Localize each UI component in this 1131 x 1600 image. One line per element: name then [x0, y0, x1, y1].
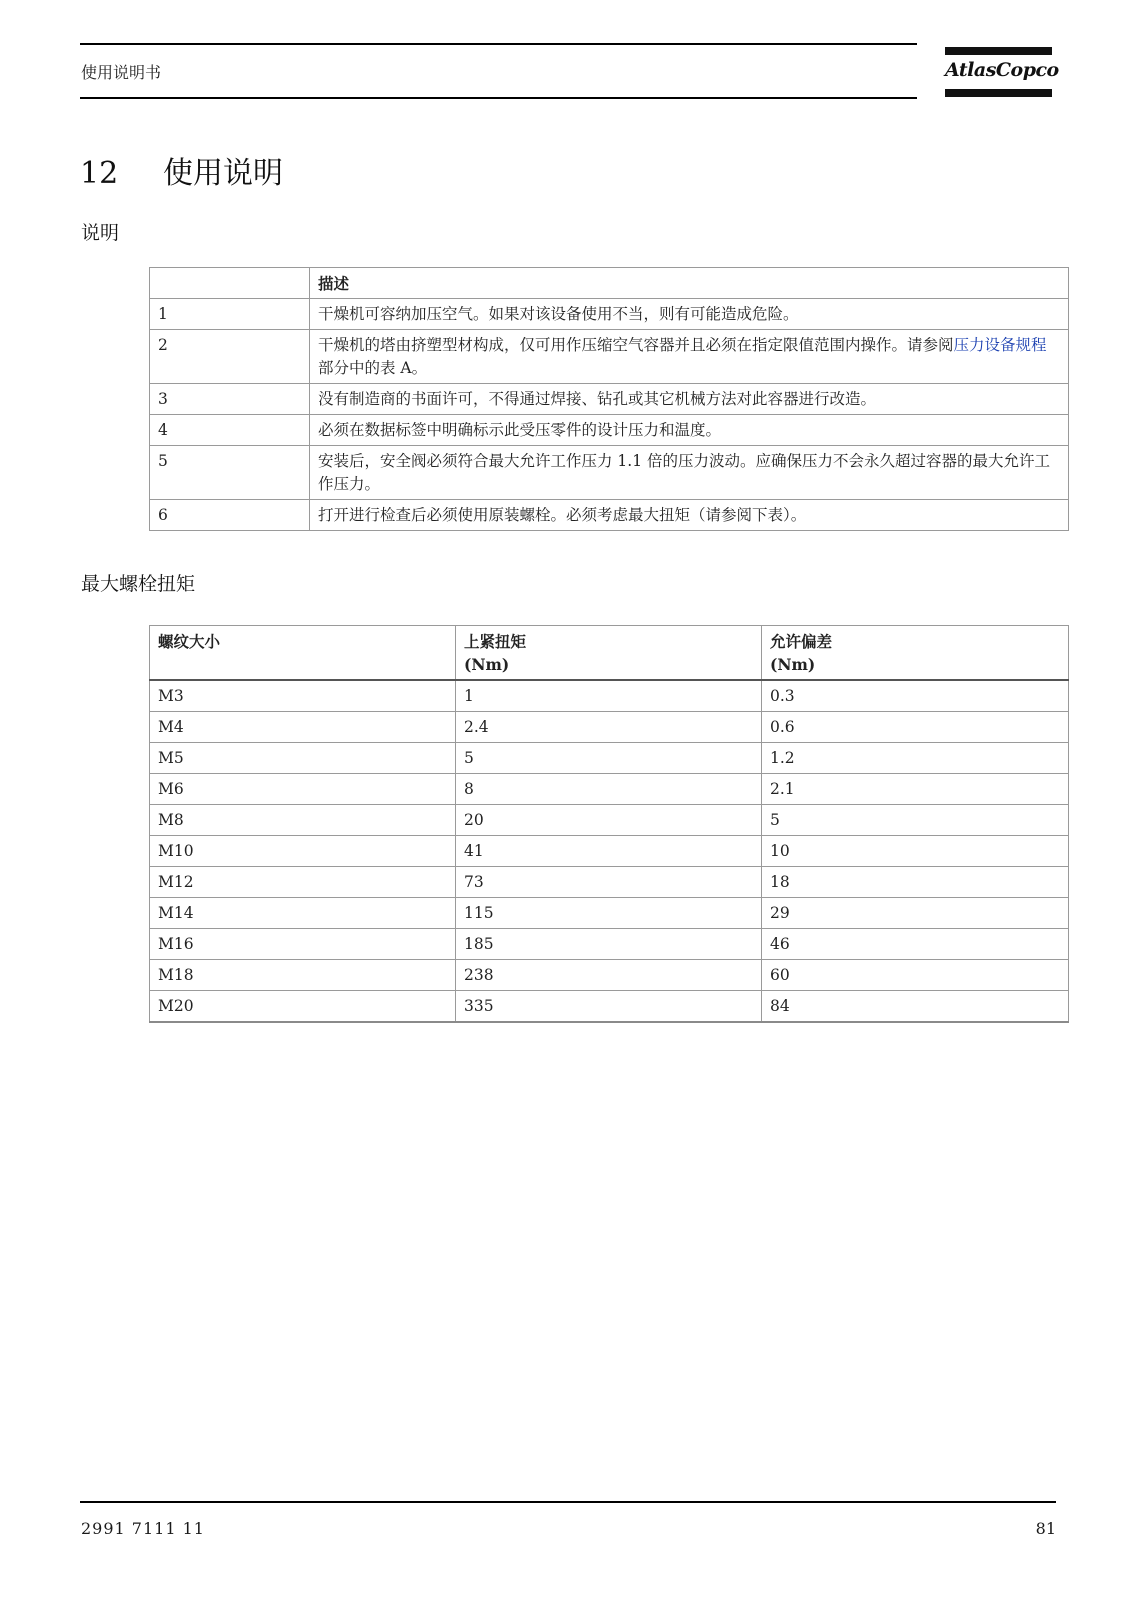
atlas-copco-logo: [945, 47, 1059, 99]
table-row: [150, 867, 1069, 898]
thread-size-cell: M20: [150, 991, 456, 1023]
logo-bottom-bar: [945, 89, 1052, 97]
torque-table-body: [150, 680, 1069, 1022]
tolerance-value-cell: 0.6: [762, 712, 1069, 743]
description-text: 干燥机的塔由挤塑型材构成，仅可用作压缩空气容器并且必须在指定限值范围内操作。请参阅: [318, 336, 954, 354]
row-description: 打开进行检查后必须使用原装螺栓。必须考虑最大扭矩（请参阅下表）。: [310, 500, 1069, 531]
torque-value-cell: 41: [456, 836, 762, 867]
description-text: 部分中的表 A。: [318, 359, 428, 377]
header-cell-torque: [456, 626, 762, 681]
row-number: 3: [150, 384, 310, 415]
table-row: [150, 743, 1069, 774]
torque-value-cell: 5: [456, 743, 762, 774]
thread-size-cell: M8: [150, 805, 456, 836]
torque-value-cell: 335: [456, 991, 762, 1023]
thread-size-cell: M10: [150, 836, 456, 867]
chapter-number: 12: [80, 156, 119, 191]
tolerance-value-cell: 0.3: [762, 680, 1069, 712]
pressure-equipment-link[interactable]: 压力设备规程: [953, 336, 1047, 354]
row-description: [310, 330, 1069, 384]
header-cell-empty: [150, 268, 310, 299]
torque-value-cell: 238: [456, 960, 762, 991]
footer-rule: [80, 1501, 1056, 1503]
torque-value-cell: 2.4: [456, 712, 762, 743]
section-heading-notes: 说明: [81, 222, 120, 244]
header-cell-thread-size: 螺纹大小: [150, 626, 456, 681]
row-number: 4: [150, 415, 310, 446]
table-row: [150, 446, 1069, 500]
thread-size-cell: M12: [150, 867, 456, 898]
logo-top-bar: [945, 47, 1052, 55]
row-description: 干燥机可容纳加压空气。如果对该设备使用不当，则有可能造成危险。: [310, 299, 1069, 330]
row-number: 2: [150, 330, 310, 384]
thread-size-cell: M3: [150, 680, 456, 712]
header-cell-tolerance: [762, 626, 1069, 681]
header-title: 使用说明书: [81, 63, 162, 82]
table-row: [150, 805, 1069, 836]
table-row: [150, 415, 1069, 446]
table-row: [150, 680, 1069, 712]
document-number: 2991 7111 11: [81, 1519, 205, 1538]
row-number: 5: [150, 446, 310, 500]
thread-size-cell: M18: [150, 960, 456, 991]
torque-value-cell: 1: [456, 680, 762, 712]
tolerance-value-cell: 84: [762, 991, 1069, 1023]
torque-table: [149, 625, 1069, 1023]
notes-table: [149, 267, 1069, 531]
table-header-row: [150, 268, 1069, 299]
thread-size-cell: M14: [150, 898, 456, 929]
tolerance-value-cell: 2.1: [762, 774, 1069, 805]
table-row: [150, 929, 1069, 960]
thread-size-cell: M16: [150, 929, 456, 960]
thread-size-cell: M5: [150, 743, 456, 774]
row-description: 安装后，安全阀必须符合最大允许工作压力 1.1 倍的压力波动。应确保压力不会永久超过容器的最大允许工作压力。: [310, 446, 1069, 500]
section-heading-torque: 最大螺栓扭矩: [81, 573, 196, 595]
row-number: 6: [150, 500, 310, 531]
chapter-heading: [80, 148, 283, 192]
header-top-rule: [80, 43, 917, 45]
table-row: [150, 991, 1069, 1023]
torque-value-cell: 185: [456, 929, 762, 960]
tolerance-value-cell: 10: [762, 836, 1069, 867]
table-row: [150, 330, 1069, 384]
table-row: [150, 299, 1069, 330]
thread-size-cell: M6: [150, 774, 456, 805]
header-cell-description: 描述: [310, 268, 1069, 299]
torque-label: 上紧扭矩: [464, 632, 527, 651]
tolerance-value-cell: 60: [762, 960, 1069, 991]
torque-unit: (Nm): [464, 655, 510, 674]
table-row: [150, 384, 1069, 415]
header-bottom-rule: [80, 97, 917, 99]
table-row: [150, 500, 1069, 531]
tolerance-value-cell: 29: [762, 898, 1069, 929]
thread-size-cell: M4: [150, 712, 456, 743]
table-row: [150, 836, 1069, 867]
torque-value-cell: 73: [456, 867, 762, 898]
table-row: [150, 898, 1069, 929]
torque-value-cell: 20: [456, 805, 762, 836]
table-row: [150, 774, 1069, 805]
table-row: [150, 712, 1069, 743]
tolerance-value-cell: 1.2: [762, 743, 1069, 774]
torque-value-cell: 115: [456, 898, 762, 929]
tolerance-value-cell: 18: [762, 867, 1069, 898]
row-description: 没有制造商的书面许可，不得通过焊接、钻孔或其它机械方法对此容器进行改造。: [310, 384, 1069, 415]
logo-text: AtlasCopco: [945, 59, 1059, 81]
tolerance-label: 允许偏差: [770, 632, 833, 651]
torque-value-cell: 8: [456, 774, 762, 805]
row-number: 1: [150, 299, 310, 330]
table-row: [150, 960, 1069, 991]
tolerance-value-cell: 5: [762, 805, 1069, 836]
chapter-title: 使用说明: [163, 156, 283, 191]
table-header-row: [150, 626, 1069, 681]
tolerance-value-cell: 46: [762, 929, 1069, 960]
row-description: 必须在数据标签中明确标示此受压零件的设计压力和温度。: [310, 415, 1069, 446]
tolerance-unit: (Nm): [770, 655, 816, 674]
page-number: 81: [1035, 1519, 1056, 1538]
